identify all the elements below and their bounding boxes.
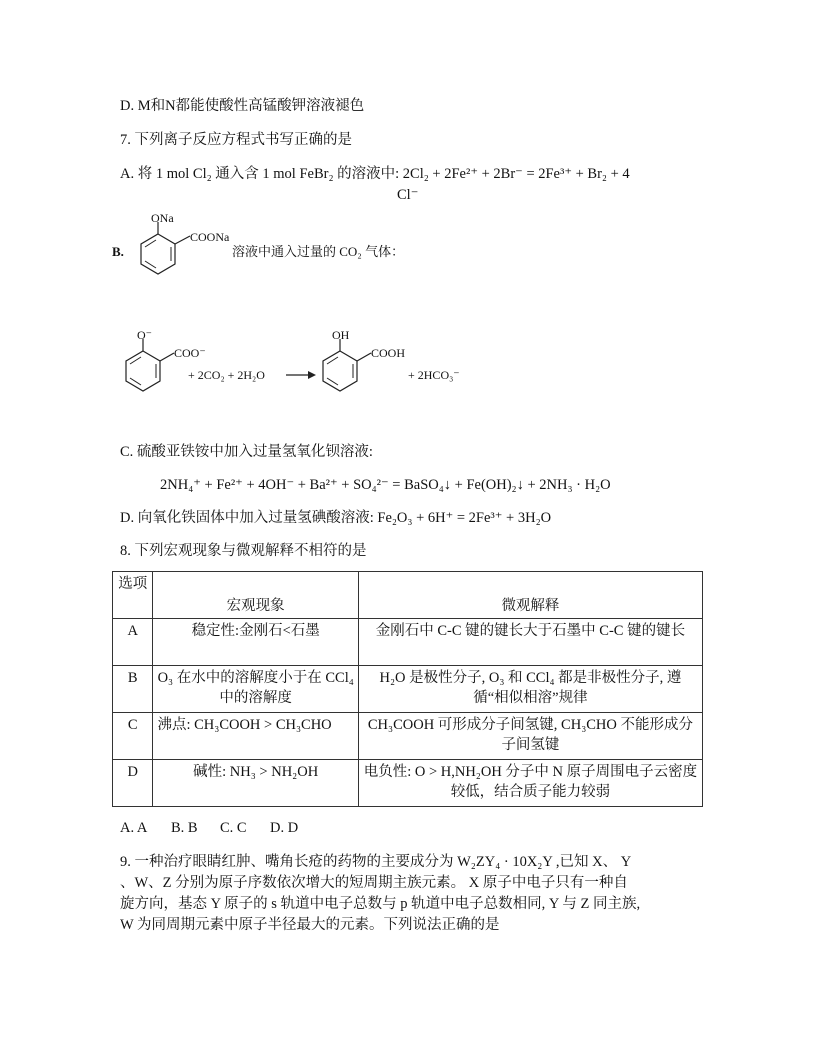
q8-option-b: B. B (171, 820, 198, 836)
q7-option-b-text: 溶液中通入过量的 CO₂ 气体： (232, 244, 405, 259)
q6-option-d: D. M和N都能使酸性高锰酸钾溶液褪色 (120, 98, 365, 114)
reactant-structure (128, 214, 238, 284)
header-option: 选项 (113, 572, 153, 619)
micro-cell: 金刚石中 C-C 键的键长大于石墨中 C-C 键的键长 (358, 619, 702, 666)
header-macro: 宏观现象 (153, 572, 358, 619)
micro-cell: CH₃COOH 可形成分子间氢键, CH₃CHO 不能形成分子间氢键 (358, 713, 702, 760)
o-minus: O⁻ (137, 328, 152, 342)
row-label: A (113, 619, 153, 666)
row-label: C (113, 713, 153, 760)
table-header-row (113, 572, 703, 619)
b-equation (118, 326, 478, 396)
header-micro: 微观解释 (358, 572, 702, 619)
table-row (113, 713, 703, 760)
q8-table (112, 571, 703, 807)
q8-option-c: C. C (220, 820, 247, 836)
q7-option-a-cont: Cl⁻ (397, 187, 419, 203)
q7-stem: 7. 下列离子反应方程式书写正确的是 (120, 132, 352, 148)
q7-option-a: A. 将 1 mol Cl₂ 通入含 1 mol FeBr₂ 的溶液中: 2Cl₂ + 2Fe²⁺ + 2Br⁻ = 2Fe³⁺ + Br₂ + 4 (120, 166, 630, 182)
macro-cell: 稳定性:金刚石<石墨 (153, 619, 358, 666)
row-label: B (113, 666, 153, 713)
table-row (113, 760, 703, 807)
q8-option-d: D. D (270, 820, 299, 836)
table-row (113, 619, 703, 666)
macro-cell: O₃ 在水中的溶解度小于在 CCl₄ 中的溶解度 (153, 666, 358, 713)
macro-cell: 碱性: NH₃ > NH₂OH (153, 760, 358, 807)
q7-option-c: C. 硫酸亚铁铵中加入过量氢氧化钡溶液: (120, 444, 373, 460)
cooh-label: COOH (371, 346, 406, 360)
q9-line-3: 旋方向，基态 Y 原子的 s 轨道中电子总数与 p 轨道中电子总数相同, Y 与 Z 同主族, (120, 896, 641, 912)
q7-option-d: D. 向氧化铁固体中加入过量氢碘酸溶液: Fe₂O₃ + 6H⁺ = 2Fe³⁺ + 3H₂O (120, 510, 552, 526)
q8-option-a: A. A (120, 820, 148, 836)
micro-cell: 电负性: O > H,NH₂OH 分子中 N 原子周围电子云密度较低，结合质子能力较弱 (358, 760, 702, 807)
q9-line-1: 9. 一种治疗眼睛红肿、嘴角长疮的药物的主要成分为 W₂ZY₄ · 10X₂Y ,已知 X、 Y (120, 854, 632, 870)
q7-option-b-label: B. (112, 244, 124, 259)
prod-label: + 2HCO₃⁻ (408, 368, 460, 382)
q9-line-4: W 为同周期元素中原子半径最大的元素。下列说法正确的是 (120, 917, 500, 933)
coo-minus: COO⁻ (174, 346, 206, 360)
benzene-ring (141, 234, 175, 274)
row-label: D (113, 760, 153, 807)
q9-line-2: 、W、Z 分别为原子序数依次增大的短周期主族元素。 X 原子中电子只有一种自 (120, 875, 628, 891)
table-row (113, 666, 703, 713)
q7-option-c-equation: 2NH₄⁺ + Fe²⁺ + 4OH⁻ + Ba²⁺ + SO₄²⁻ = BaSO₄↓ + Fe(OH)₂↓ + 2NH₃ · H₂O (160, 477, 611, 493)
ona-label: ONa (151, 214, 174, 225)
macro-cell: 沸点: CH₃COOH > CH₃CHO (153, 713, 358, 760)
micro-cell: H₂O 是极性分子, O₃ 和 CCl₄ 都是非极性分子, 遵循“相似相溶”规律 (358, 666, 702, 713)
oh-label: OH (332, 328, 350, 342)
coona-label: COONa (190, 230, 230, 244)
q8-stem: 8. 下列宏观现象与微观解释不相符的是 (120, 543, 367, 559)
eq-plus: + 2CO₂ + 2H₂O (188, 368, 265, 382)
